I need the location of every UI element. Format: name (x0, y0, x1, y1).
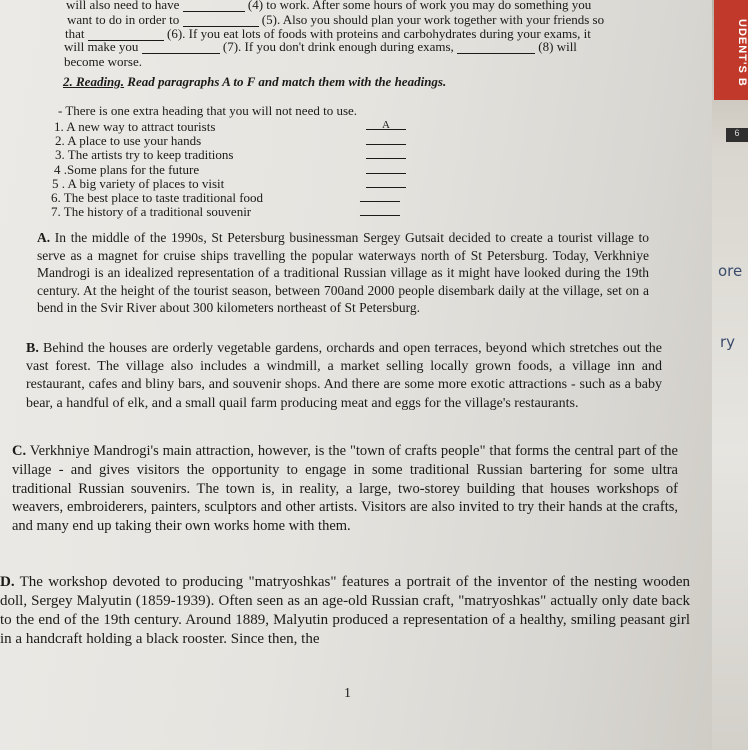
exercise-text: (6). If you eat lots of foods with proteins and carbohydrates during your exams, it (167, 26, 591, 41)
answer-blank (183, 0, 245, 12)
paragraph-b (26, 340, 662, 413)
paragraph-label: D. (0, 574, 15, 590)
answer-blank[interactable] (360, 190, 400, 202)
section-instruction: Read paragraphs A to F and match them with the headings. (127, 74, 447, 89)
page-number: 1 (344, 686, 351, 701)
exercise-text: will also need to have (66, 0, 180, 12)
paragraph-label: C. (12, 443, 27, 459)
heading-item (50, 177, 420, 191)
paragraph-text: The workshop devoted to producing "matryoshkas" features a portrait of the inventor of the nesting wooden doll, Sergey Malyutin (1859-1939). Often seen as an age-old Russian craft, "matryoshkas" actually only date back to the end of the 19th century. Around 1889, Malyutin produced a representation of a healthy, smiling peasant girl in a handcraft holding a black rooster. Since then, the (0, 574, 691, 647)
exercise-text: will make you (64, 39, 139, 54)
heading-item (50, 191, 420, 205)
exercise-text: want to do in order to (67, 12, 180, 27)
heading-text: 1. A new way to attract tourists (54, 119, 216, 134)
exercise-text: (8) will (538, 39, 577, 54)
paragraph-a (37, 229, 649, 317)
answer-blank (457, 40, 535, 54)
answer-blank (183, 13, 259, 27)
exercise-line-5 (64, 55, 142, 68)
answer-blank[interactable] (366, 162, 406, 174)
paragraph-text: Behind the houses are orderly vegetable gardens, orchards and open terraces, beyond which stretches out the vast forest. The village also includes a windmill, a market selling locally grown foods, a village inn and restaurant, cafes and bliny bars, and souvenir shops. And there are some more exotic attractions - such as a baby bear, a handful of elk, and a small quail farm producing meat and eggs for the village's restaurants. (26, 341, 662, 411)
page-tag: 6 (726, 128, 748, 142)
exercise-line-1 (66, 0, 591, 12)
paragraph-text: In the middle of the 1990s, St Petersburg businessman Sergey Gutsait decided to create a tourist village to serve as a magnet for cruise ships travelling the popular waterways north of St Petersburg. Today, Verkhniye Mandrogi is an idealized representation of a traditional Russian village as it might have looked during the 19th century. At the height of the tourist season, between 700and 2000 people disembark daily at the village, set on a bend in the Svir River about 300 kilometers northeast of St Petersburg. (37, 230, 650, 315)
heading-item (50, 163, 420, 177)
paragraph-text: Verkhniye Mandrogi's main attraction, however, is the "town of crafts people" that forms the central part of the village - and gives visitors the opportunity to engage in some traditional Russian bartering for some ultra traditional Russian souvenirs. The town is, in reality, a large, two-storey building that houses workshops of weavers, embroiderers, painters, sculptors and other artists. Visitors are also invited to try their hands at the crafts, and many end up taking their own works home with them. (12, 443, 678, 535)
answer-blank[interactable] (366, 147, 406, 159)
heading-text: 4 .Some plans for the future (54, 161, 200, 177)
exercise-text: (7). If you don't drink enough during exams, (222, 39, 454, 54)
extra-heading-note: - There is one extra heading that you will not need to use. (58, 103, 358, 118)
heading-text: 2. A place to use your hands (55, 133, 202, 149)
exercise-text: that (65, 26, 85, 41)
paragraph-label: B. (26, 341, 39, 356)
heading-item (50, 205, 420, 219)
heading-text: 5 . A big variety of places to visit (52, 175, 225, 191)
section-heading (63, 74, 446, 90)
headings-list (50, 120, 420, 219)
answer-blank[interactable] (366, 176, 406, 188)
answer-blank[interactable] (366, 133, 406, 145)
exercise-text: (5). Also you should plan your work together with your friends so (261, 12, 605, 27)
heading-item (50, 120, 420, 134)
paragraph-d (0, 573, 690, 649)
paragraph-label: A. (37, 230, 51, 245)
heading-item (50, 148, 420, 162)
heading-item (50, 134, 420, 148)
exercise-line-4 (64, 40, 577, 54)
paragraph-c (12, 442, 678, 536)
heading-text: 3. The artists try to keep traditions (55, 147, 234, 163)
answer-blank (142, 40, 220, 54)
exercise-text: (4) to work. After some hours of work you may do something you (247, 0, 592, 12)
section-number: 2. Reading. (63, 74, 125, 89)
handwritten-note: ry (720, 333, 736, 351)
handwritten-note: ore (718, 262, 743, 280)
answer-blank[interactable] (360, 204, 400, 216)
heading-text: 6. The best place to taste traditional food (51, 189, 264, 205)
answer-blank[interactable]: A (366, 118, 406, 130)
adjacent-page-edge (712, 0, 748, 750)
heading-text: 7. The history of a traditional souvenir (51, 204, 252, 220)
exercise-text: become worse. (64, 54, 142, 69)
exercise-line-2 (67, 13, 604, 27)
book-section-tab: UDENT'S B (714, 0, 748, 100)
